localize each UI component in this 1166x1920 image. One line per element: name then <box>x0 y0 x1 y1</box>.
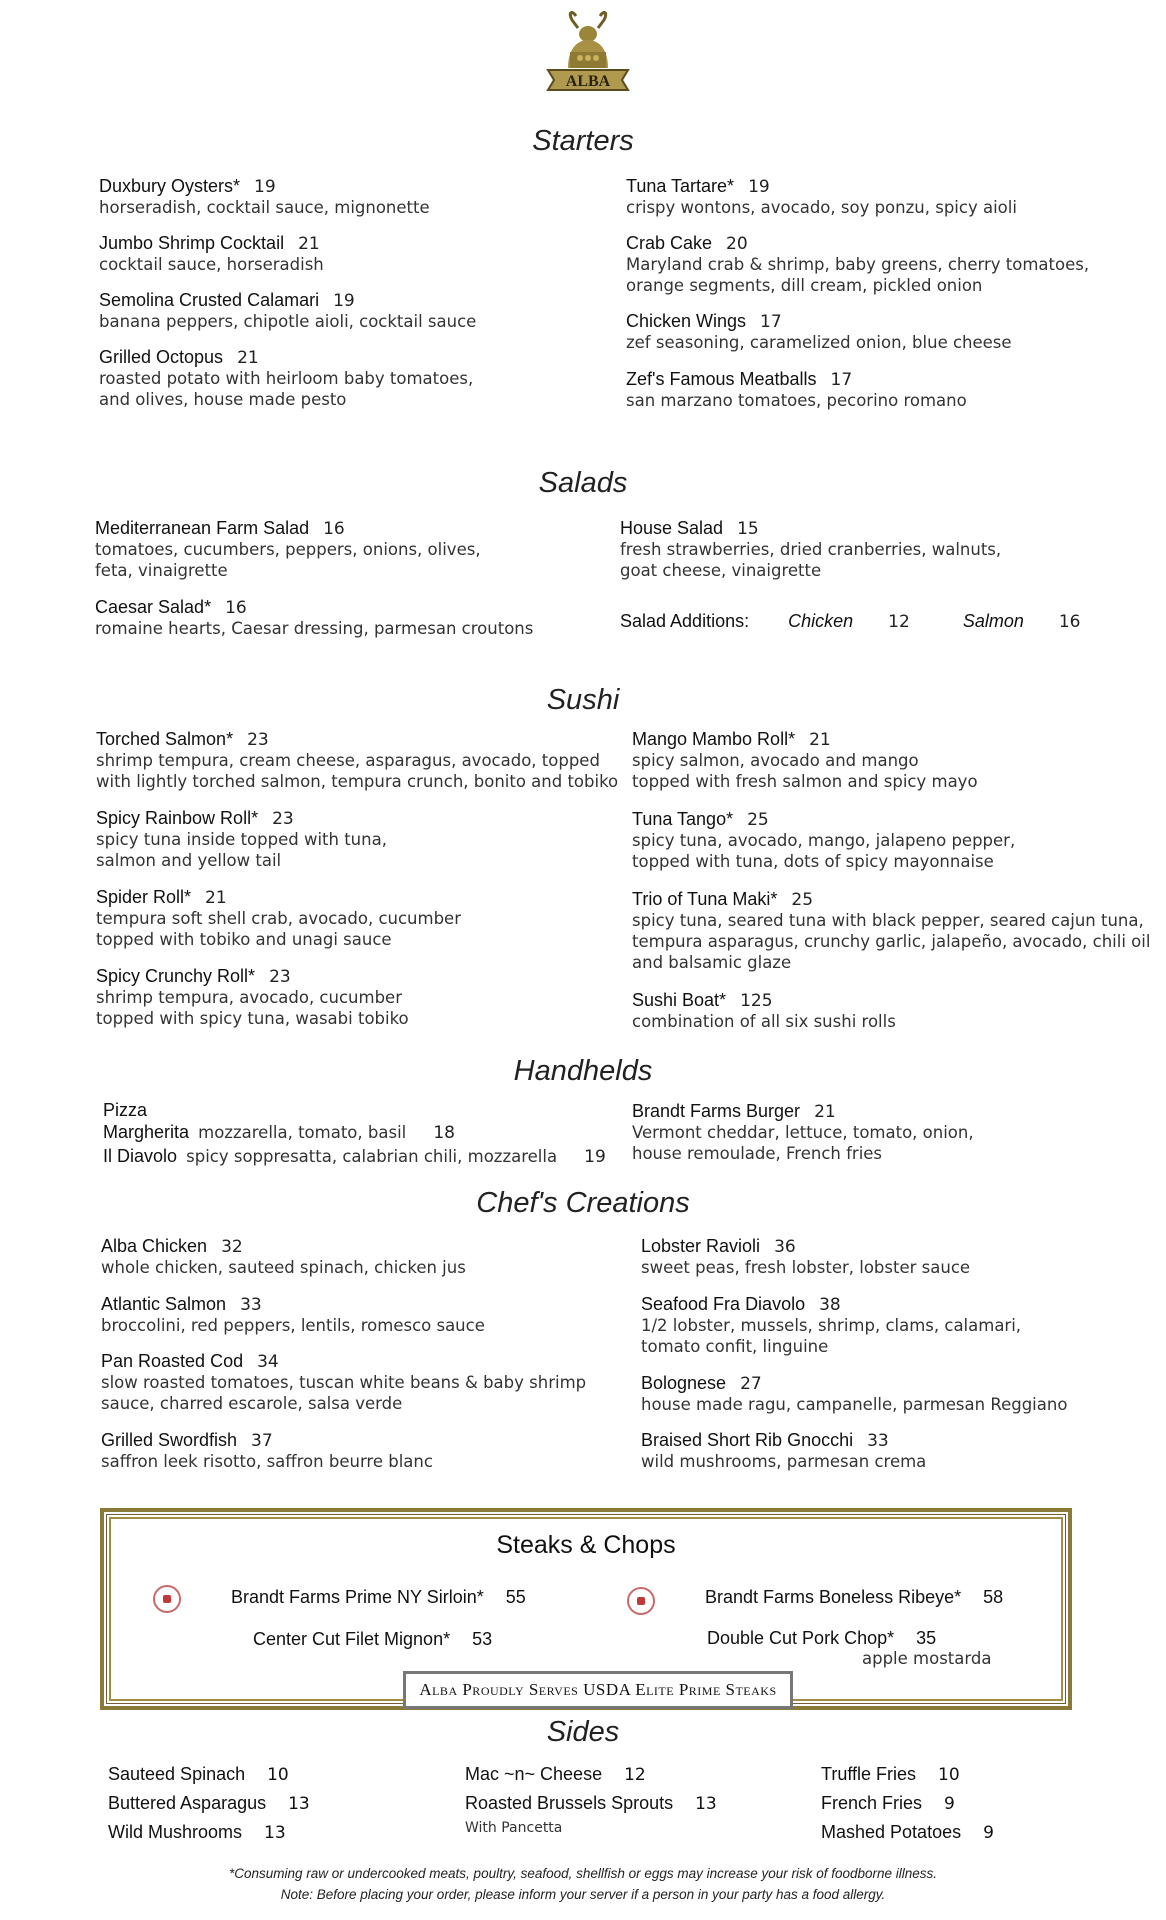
menu-item: Spider Roll* 21 tempura soft shell crab, avocado, cucumber topped with tobiko and unagi sauce <box>96 887 461 949</box>
side-item: Mashed Potatoes 9 <box>821 1822 994 1843</box>
section-title-sides: Sides <box>546 1716 620 1748</box>
menu-item: Braised Short Rib Gnocchi 33 wild mushrooms, parmesan crema <box>641 1430 927 1471</box>
brandt-farms-seal-icon <box>627 1587 655 1615</box>
menu-item: Zef's Famous Meatballs 17 san marzano tomatoes, pecorino romano <box>626 369 967 410</box>
menu-item: Tuna Tango* 25 spicy tuna, avocado, mango, jalapeno pepper, topped with tuna, dots of spicy mayonnaise <box>632 809 1016 871</box>
menu-item: Brandt Farms Boneless Ribeye* 58 <box>705 1587 1004 1607</box>
menu-item: Atlantic Salmon 33 broccolini, red peppers, lentils, romesco sauce <box>101 1294 485 1335</box>
side-item: Wild Mushrooms 13 <box>108 1822 286 1843</box>
steaks-and-chops-box <box>100 1508 1072 1710</box>
menu-item: House Salad 15 fresh strawberries, dried cranberries, walnuts, goat cheese, vinaigrette <box>620 518 1002 580</box>
menu-item: Double Cut Pork Chop* 35 apple mostarda <box>707 1628 992 1668</box>
brandt-farms-seal-icon <box>153 1585 181 1613</box>
menu-item: Tuna Tartare* 19 crispy wontons, avocado, soy ponzu, spicy aioli <box>626 176 1017 217</box>
menu-item: Pan Roasted Cod 34 slow roasted tomatoes, tuscan white beans & baby shrimp sauce, charred escarole, salsa verde <box>101 1351 587 1413</box>
side-item: Mac ~n~ Cheese 12 <box>465 1764 646 1785</box>
menu-item: Trio of Tuna Maki* 25 spicy tuna, seared tuna with black pepper, seared cajun tuna, tempura asparagus, crunchy garlic, jalapeño, avocado, chili oil and balsamic glaze <box>632 889 1151 972</box>
side-item: Roasted Brussels Sprouts 13 <box>465 1793 717 1814</box>
pizza-group: Pizza Margherita mozzarella, tomato, basil 18 Il Diavolo spicy soppresatta, calabrian chili, mozzarella 19 <box>103 1100 606 1167</box>
menu-item: Crab Cake 20 Maryland crab & shrimp, baby greens, cherry tomatoes, orange segments, dill cream, pickled onion <box>626 233 1090 295</box>
footer-allergy-note: Note: Before placing your order, please inform your server if a person in your party has a food allergy. <box>280 1887 886 1902</box>
menu-item: Mediterranean Farm Salad 16 tomatoes, cucumbers, peppers, onions, olives, feta, vinaigrette <box>95 518 481 580</box>
side-item: French Fries 9 <box>821 1793 955 1814</box>
menu-item: Caesar Salad* 16 romaine hearts, Caesar dressing, parmesan croutons <box>95 597 534 638</box>
salad-additions: Salad Additions: Chicken 12 Salmon 16 <box>620 611 1081 632</box>
menu-item: Seafood Fra Diavolo 38 1/2 lobster, mussels, shrimp, clams, calamari, tomato confit, linguine <box>641 1294 1022 1356</box>
section-title-sushi: Sushi <box>546 684 620 716</box>
menu-item: Brandt Farms Prime NY Sirloin* 55 <box>231 1587 526 1607</box>
menu-item: Duxbury Oysters* 19 horseradish, cocktail sauce, mignonette <box>99 176 430 217</box>
side-note: With Pancetta <box>465 1820 563 1836</box>
menu-item: Torched Salmon* 23 shrimp tempura, cream cheese, asparagus, avocado, topped with lightly torched salmon, tempura crunch, bonito and tobiko <box>96 729 619 791</box>
usda-prime-banner: Alba Proudly Serves USDA Elite Prime Steaks <box>403 1671 793 1709</box>
menu-item: Mango Mambo Roll* 21 spicy salmon, avocado and mango topped with fresh salmon and spicy mayo <box>632 729 978 791</box>
side-item: Truffle Fries 10 <box>821 1764 960 1785</box>
footer-disclaimer: *Consuming raw or undercooked meats, poultry, seafood, shellfish or eggs may increase your risk of foodborne illness. <box>228 1866 938 1881</box>
menu-item: Grilled Octopus 21 roasted potato with heirloom baby tomatoes, and olives, house made pesto <box>99 347 474 409</box>
side-item: Sauteed Spinach 10 <box>108 1764 289 1785</box>
menu-item: Spicy Crunchy Roll* 23 shrimp tempura, avocado, cucumber topped with spicy tuna, wasabi tobiko <box>96 966 409 1028</box>
menu-item: Grilled Swordfish 37 saffron leek risotto, saffron beurre blanc <box>101 1430 433 1471</box>
menu-item: Chicken Wings 17 zef seasoning, caramelized onion, blue cheese <box>626 311 1012 352</box>
menu-item: Center Cut Filet Mignon* 53 <box>253 1629 493 1649</box>
section-title-steaks: Steaks & Chops <box>496 1531 676 1559</box>
menu-item: Bolognese 27 house made ragu, campanelle, parmesan Reggiano <box>641 1373 1068 1414</box>
section-title-starters: Starters <box>532 125 634 157</box>
menu-item: Jumbo Shrimp Cocktail 21 cocktail sauce, horseradish <box>99 233 324 274</box>
menu-item: Spicy Rainbow Roll* 23 spicy tuna inside topped with tuna, salmon and yellow tail <box>96 808 387 870</box>
logo-text: ALBA <box>565 73 611 90</box>
alba-logo <box>542 8 634 96</box>
menu-item: Semolina Crusted Calamari 19 banana peppers, chipotle aioli, cocktail sauce <box>99 290 477 331</box>
menu-item: Sushi Boat* 125 combination of all six sushi rolls <box>632 990 896 1031</box>
section-title-handhelds: Handhelds <box>513 1055 653 1087</box>
side-item: Buttered Asparagus 13 <box>108 1793 310 1814</box>
menu-item: Lobster Ravioli 36 sweet peas, fresh lobster, lobster sauce <box>641 1236 971 1277</box>
menu-item: Alba Chicken 32 whole chicken, sauteed spinach, chicken jus <box>101 1236 466 1277</box>
section-title-salads: Salads <box>538 467 628 499</box>
section-title-chefs-creations: Chef's Creations <box>476 1187 690 1219</box>
menu-item: Brandt Farms Burger 21 Vermont cheddar, lettuce, tomato, onion, house remoulade, French fries <box>632 1101 974 1163</box>
